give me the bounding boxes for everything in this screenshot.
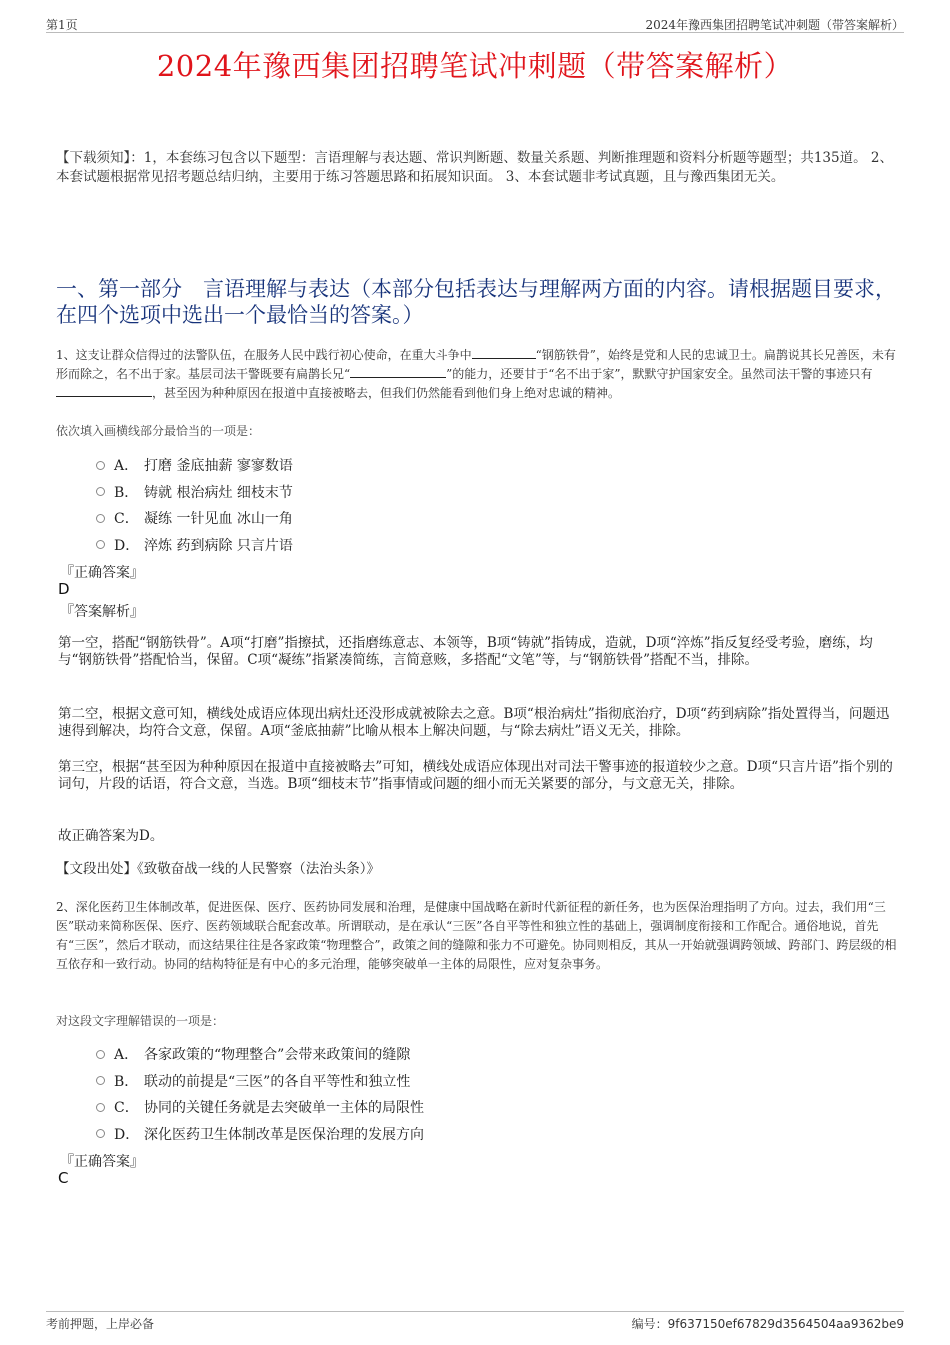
question-1-options xyxy=(96,455,293,561)
question-2-stem: 2、深化医药卫生体制改革，促进医保、医疗、医药协同发展和治理，是健康中国战略在新时代新征程的新任务，也为医保治理指明了方向。过去，我们用“三医”联动来简称医保、医疗、医药领域联合配套改革。所谓联动，是在承认“三医”各自平等性和独立性的基础上，强调制度衔接和工作配合。通俗地说，首先有“三医”，然后才联动，而这结果往往是各家政策“物理整合”，政策之间的缝隙和张力不可避免。协同则相反，其从一开始就强调跨领域、跨部门、跨层级的相互依存和一致行动。协同的结构特征是有中心的多元治理，能够突破单一主体的局限性，应对复杂事务。 xyxy=(56,900,897,971)
radio-icon[interactable] xyxy=(96,487,105,496)
header-doc-title: 2024年豫西集团招聘笔试冲刺题（带答案解析） xyxy=(645,18,904,32)
option-c[interactable]: C． 凝练 一针见血 冰山一角 xyxy=(96,508,293,535)
page-title: 2024年豫西集团招聘笔试冲刺题（带答案解析） xyxy=(156,49,794,83)
question-2-prompt: 对这段文字理解错误的一项是： xyxy=(56,1014,225,1028)
question-1-prompt: 依次填入画横线部分最恰当的一项是： xyxy=(56,424,261,438)
analysis-paragraph-3: 第三空，根据“甚至因为种种原因在报道中直接被略去”可知，横线处成语应体现出对司法干警事迹的报道较少之意。D项“只言片语”指个别的词句，片段的话语，符合文意，当选。B项“细枝末节”指事情或问题的细小而无关紧要的部分，与文意无关，排除。 xyxy=(58,759,893,792)
correct-answer: D xyxy=(58,580,70,598)
correct-answer: C xyxy=(58,1169,69,1187)
option-b[interactable]: B． 联动的前提是“三医”的各自平等性和独立性 xyxy=(96,1071,424,1098)
radio-icon[interactable] xyxy=(96,1076,105,1085)
radio-icon[interactable] xyxy=(96,540,105,549)
page-number: 第1页 xyxy=(46,18,78,32)
option-c[interactable]: C． 协同的关键任务就是去突破单一主体的局限性 xyxy=(96,1097,424,1124)
correct-answer-label: 『正确答案』 xyxy=(60,565,144,581)
radio-icon[interactable] xyxy=(96,1103,105,1112)
option-a[interactable]: A． 各家政策的“物理整合”会带来政策间的缝隙 xyxy=(96,1044,424,1071)
radio-icon[interactable] xyxy=(96,1050,105,1059)
q1-text-2: “钢筋铁骨”，始终是党和人民的忠诚卫士。扁鹊说其长兄善医，未有形而除之，名不出于家。基层司法干警既要有扁鹊长兄“ xyxy=(56,348,896,381)
fill-blank-3 xyxy=(56,384,152,397)
analysis-paragraph-2: 第二空，根据文意可知，横线处成语应体现出病灶还没形成就被除去之意。B项“根治病灶”指彻底治疗，D项“药到病除”指处置得当，问题迅速得到解决，均符合文意，保留。A项“釜底抽薪”比喻从根本上解决问题，与“除去病灶”语义无关，排除。 xyxy=(58,706,890,739)
document-id: 编号：9f637150ef67829d3564504aa9362be9 xyxy=(631,1317,904,1331)
radio-icon[interactable] xyxy=(96,1129,105,1138)
fill-blank-2 xyxy=(350,365,446,378)
download-notice: 【下载须知】：1，本套练习包含以下题型：言语理解与表达题、常识判断题、数量关系题、判断推理题和资料分析题等题型；共135道。 2、本套试题根据常见招考题总结归纳，主要用于练习答题思路和拓展知识面。 3、本套试题非考试真题，且与豫西集团无关。 xyxy=(56,150,893,185)
analysis-conclusion: 故正确答案为D。 xyxy=(58,828,164,844)
correct-answer-label: 『正确答案』 xyxy=(60,1154,144,1170)
text-source: 【文段出处】《致敬奋战一线的人民警察（法治头条）》 xyxy=(56,861,380,877)
question-2-options xyxy=(96,1044,424,1150)
option-b[interactable]: B． 铸就 根治病灶 细枝末节 xyxy=(96,482,293,509)
q1-text-1: 1、这支让群众信得过的法警队伍，在服务人民中践行初心使命，在重大斗争中 xyxy=(56,348,472,362)
question-1-stem xyxy=(56,346,898,403)
page-footer xyxy=(46,1311,904,1332)
analysis-paragraph-1: 第一空，搭配“钢筋铁骨”。A项“打磨”指擦拭，还指磨练意志、本领等，B项“铸就”指铸成，造就，D项“淬炼”指反复经受考验，磨练，均与“钢筋铁骨”搭配恰当，保留。C项“凝练”指紧凑简练，言简意赅，多搭配“文笔”等，与“钢筋铁骨”搭配不当，排除。 xyxy=(58,635,873,668)
option-a[interactable]: A． 打磨 釜底抽薪 寥寥数语 xyxy=(96,455,293,482)
option-d[interactable]: D． 深化医药卫生体制改革是医保治理的发展方向 xyxy=(96,1124,424,1151)
option-d[interactable]: D． 淬炼 药到病除 只言片语 xyxy=(96,535,293,562)
footer-slogan: 考前押题，上岸必备 xyxy=(46,1317,155,1331)
radio-icon[interactable] xyxy=(96,461,105,470)
page-header xyxy=(46,16,904,33)
q1-text-3: ”的能力，还要甘于“名不出于家”，默默守护国家安全。虽然司法干警的事迹只有 xyxy=(446,367,873,381)
section-heading: 一、第一部分 言语理解与表达（本部分包括表达与理解两方面的内容。请根据题目要求，在四个选项中选出一个最恰当的答案。） xyxy=(56,277,896,327)
q1-text-4: ，甚至因为种种原因在报道中直接被略去，但我们仍然能看到他们身上绝对忠诚的精神。 xyxy=(152,386,621,400)
radio-icon[interactable] xyxy=(96,514,105,523)
fill-blank-1 xyxy=(472,346,536,359)
analysis-label: 『答案解析』 xyxy=(60,604,144,620)
